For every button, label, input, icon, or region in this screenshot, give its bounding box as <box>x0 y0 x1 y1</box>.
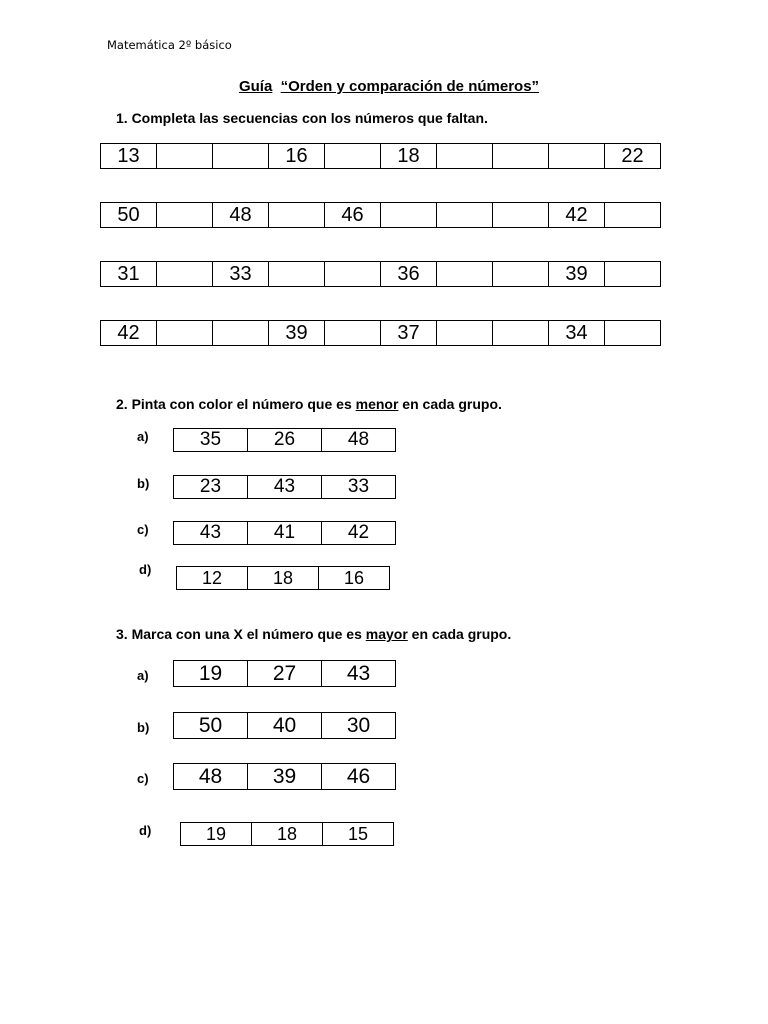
number-cell[interactable]: 15 <box>323 823 394 846</box>
section2-keyword: menor <box>355 396 399 412</box>
sequence-cell: 42 <box>549 203 605 228</box>
sequence-cell <box>437 203 493 228</box>
sequence-row-3 <box>100 261 661 287</box>
sequence-cell: 39 <box>269 321 325 346</box>
sequence-cell <box>605 321 661 346</box>
sequence-cell: 36 <box>381 262 437 287</box>
sequence-cell: 39 <box>549 262 605 287</box>
sequence-cell: 48 <box>213 203 269 228</box>
number-cell[interactable]: 43 <box>322 661 396 687</box>
sequence-cell <box>213 321 269 346</box>
sequence-cell: 42 <box>101 321 157 346</box>
number-cell[interactable]: 39 <box>248 764 322 790</box>
sequence-row-4 <box>100 320 661 346</box>
group-label: a) <box>137 668 149 683</box>
number-cell[interactable]: 41 <box>248 522 322 545</box>
sequence-cell <box>325 144 381 169</box>
sequence-cell: 46 <box>325 203 381 228</box>
group-s2-c <box>173 521 396 545</box>
page-header: Matemática 2º básico <box>107 38 232 52</box>
sequence-cell <box>605 262 661 287</box>
sequence-cell <box>269 262 325 287</box>
sequence-cell <box>549 144 605 169</box>
sequence-cell <box>493 262 549 287</box>
sequence-cell <box>157 262 213 287</box>
number-cell[interactable]: 26 <box>248 429 322 452</box>
group-s3-c <box>173 763 396 790</box>
number-cell[interactable]: 16 <box>319 567 390 590</box>
sequence-cell: 22 <box>605 144 661 169</box>
sequence-cell: 31 <box>101 262 157 287</box>
page-title <box>0 78 768 95</box>
title-text: “Orden y comparación de números” <box>280 78 540 95</box>
group-label: a) <box>137 429 149 444</box>
number-cell[interactable]: 40 <box>248 713 322 739</box>
sequence-cell: 13 <box>101 144 157 169</box>
sequence-cell <box>325 262 381 287</box>
number-cell[interactable]: 46 <box>322 764 396 790</box>
section1-instruction: 1. Completa las secuencias con los números que faltan. <box>116 110 488 126</box>
number-cell[interactable]: 48 <box>174 764 248 790</box>
number-cell[interactable]: 35 <box>174 429 248 452</box>
sequence-cell: 16 <box>269 144 325 169</box>
section3-keyword: mayor <box>365 626 408 642</box>
number-cell[interactable]: 19 <box>174 661 248 687</box>
number-cell[interactable]: 30 <box>322 713 396 739</box>
number-cell[interactable]: 48 <box>322 429 396 452</box>
number-cell[interactable]: 27 <box>248 661 322 687</box>
group-label: b) <box>137 720 150 735</box>
sequence-cell <box>213 144 269 169</box>
sequence-cell <box>157 144 213 169</box>
sequence-cell <box>605 203 661 228</box>
number-cell[interactable]: 43 <box>248 476 322 499</box>
section2-instruction-post: en cada grupo. <box>398 396 502 412</box>
sequence-cell: 18 <box>381 144 437 169</box>
sequence-cell <box>157 203 213 228</box>
sequence-row-1 <box>100 143 661 169</box>
group-label: c) <box>137 522 149 537</box>
number-cell[interactable]: 33 <box>322 476 396 499</box>
sequence-row-2 <box>100 202 661 228</box>
sequence-cell <box>381 203 437 228</box>
group-s3-b <box>173 712 396 739</box>
sequence-cell: 50 <box>101 203 157 228</box>
group-s3-a <box>173 660 396 687</box>
number-cell[interactable]: 12 <box>177 567 248 590</box>
sequence-cell <box>493 321 549 346</box>
section3-instruction-post: en cada grupo. <box>407 626 512 642</box>
number-cell[interactable]: 18 <box>252 823 323 846</box>
sequence-cell <box>437 144 493 169</box>
number-cell[interactable]: 23 <box>174 476 248 499</box>
group-label: c) <box>137 771 149 786</box>
sequence-cell <box>325 321 381 346</box>
section2-instruction-pre: 2. Pinta con color el número que es <box>116 396 356 412</box>
sequence-cell <box>269 203 325 228</box>
sequence-cell: 33 <box>213 262 269 287</box>
section2-instruction <box>116 396 502 412</box>
number-cell[interactable]: 43 <box>174 522 248 545</box>
section3-instruction-pre: 3. Marca con una X el número que es <box>116 626 366 642</box>
sequence-cell <box>437 321 493 346</box>
sequence-cell <box>493 203 549 228</box>
sequence-cell <box>157 321 213 346</box>
group-label: d) <box>139 562 152 577</box>
group-s2-d <box>176 566 390 590</box>
group-s3-d <box>180 822 394 846</box>
group-label: b) <box>137 476 150 491</box>
sequence-cell: 37 <box>381 321 437 346</box>
group-s2-b <box>173 475 396 499</box>
sequence-cell: 34 <box>549 321 605 346</box>
title-prefix: Guía <box>238 78 273 95</box>
number-cell[interactable]: 50 <box>174 713 248 739</box>
number-cell[interactable]: 19 <box>181 823 252 846</box>
group-label: d) <box>139 823 152 838</box>
sequence-cell <box>493 144 549 169</box>
number-cell[interactable]: 42 <box>322 522 396 545</box>
group-s2-a <box>173 428 396 452</box>
sequence-cell <box>437 262 493 287</box>
section3-instruction <box>116 626 511 642</box>
number-cell[interactable]: 18 <box>248 567 319 590</box>
